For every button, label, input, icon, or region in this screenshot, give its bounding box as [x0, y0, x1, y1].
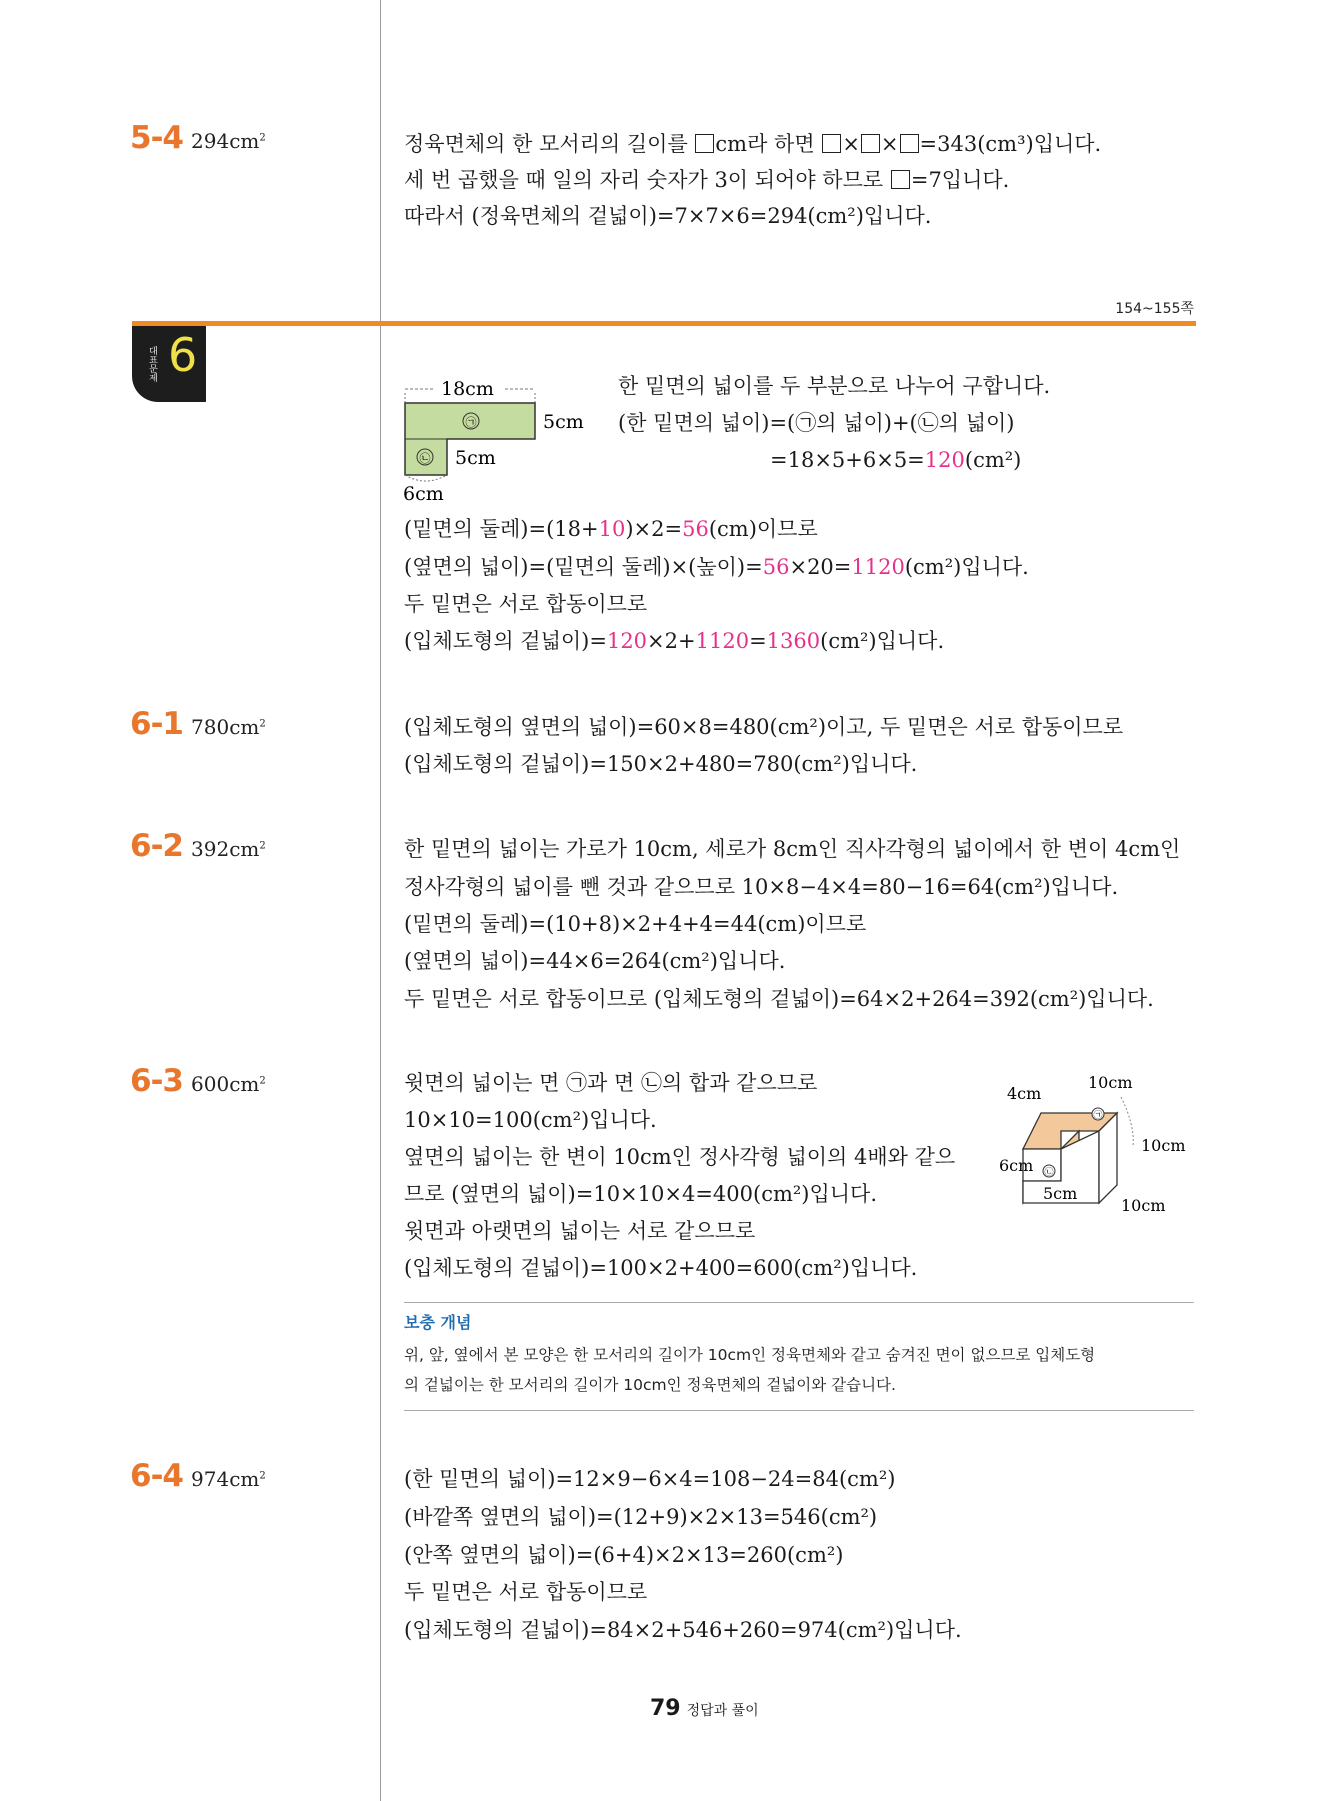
page-footer — [650, 1696, 759, 1721]
rep6-line: =18×5+6×5=120(cm²) — [770, 448, 1022, 472]
dim-top: 18cm — [441, 378, 494, 400]
solution-line: (안쪽 옆면의 넓이)=(6+4)×2×13=260(cm²) — [404, 1543, 844, 1567]
dim-6cm: 6cm — [999, 1156, 1034, 1175]
dim-inner: 5cm — [455, 447, 496, 469]
rep6-line: 한 밑면의 넓이를 두 부분으로 나누어 구합니다. — [618, 374, 1051, 398]
rep6-line: (밑면의 둘레)=(18+10)×2=56(cm)이므로 — [404, 517, 818, 541]
solution-line: 세 번 곱했을 때 일의 자리 숫자가 3이 되어야 하므로 =7입니다. — [404, 168, 1010, 192]
solution-line: (바깥쪽 옆면의 넓이)=(12+9)×2×13=546(cm²) — [404, 1505, 878, 1529]
page-reference: 154~155쪽 — [1115, 301, 1194, 317]
representative-problem-tag — [132, 326, 206, 402]
solution-line: 옆면의 넓이는 한 변이 10cm인 정사각형 넓이의 4배와 같으 — [404, 1145, 956, 1169]
solution-line: 10×10=100(cm²)입니다. — [404, 1108, 657, 1132]
blank-box — [861, 134, 880, 153]
region-a-label: ㉠ — [465, 416, 477, 429]
column-divider — [380, 0, 381, 1801]
problem-answer: $392cm^2$ — [191, 837, 266, 861]
problem-label-6-3 — [130, 1063, 266, 1099]
solution-line: (입체도형의 옆면의 넓이)=60×8=480(cm²)이고, 두 밑면은 서로 합동이므로 — [404, 715, 1124, 739]
problem-answer: $294cm^2$ — [191, 129, 266, 153]
dim-10cm-top: 10cm — [1088, 1073, 1133, 1092]
solution-line: 윗면의 넓이는 면 ㉠과 면 ㉡의 합과 같으므로 — [404, 1071, 818, 1095]
problem-number: 6-4 — [130, 1458, 184, 1494]
problem-label-5-4 — [130, 120, 266, 156]
rep6-line: (한 밑면의 넓이)=(㉠의 넓이)+(㉡의 넓이) — [618, 411, 1015, 435]
problem-number: 6-2 — [130, 828, 184, 864]
solution-line: 정육면체의 한 모서리의 길이를 cm라 하면 × × =343(cm³)입니다. — [404, 132, 1102, 156]
rep6-line: 두 밑면은 서로 합동이므로 — [404, 592, 648, 616]
solution-line: 두 밑면은 서로 합동이므로 (입체도형의 겉넓이)=64×2+264=392(cm²)입니다. — [404, 987, 1154, 1011]
solution-line: (입체도형의 겉넓이)=84×2+546+260=974(cm²)입니다. — [404, 1618, 962, 1642]
solution-line: 윗면과 아랫면의 넓이는 서로 같으므로 — [404, 1219, 756, 1243]
dim-10cm-right: 10cm — [1141, 1136, 1186, 1155]
problem-answer: $974cm^2$ — [191, 1467, 266, 1491]
note-rule-top — [404, 1302, 1194, 1303]
stair-solid-figure — [995, 1065, 1205, 1215]
problem-number: 6-1 — [130, 706, 184, 742]
blank-box — [695, 134, 714, 153]
problem-answer: $600cm^2$ — [191, 1072, 266, 1096]
solution-line: (한 밑면의 넓이)=12×9−6×4=108−24=84(cm²) — [404, 1467, 896, 1491]
face-b-label: ㉡ — [1044, 1168, 1054, 1178]
tag-number: 6 — [168, 328, 198, 382]
note-line: 위, 앞, 옆에서 본 모양은 한 모서리의 길이가 10cm인 정육면체와 같고 숨겨진 면이 없으므로 입체도형 — [404, 1346, 1096, 1364]
problem-number: 5-4 — [130, 120, 184, 156]
tag-label: 대표문제 — [147, 346, 157, 382]
dim-bottom: 6cm — [403, 483, 444, 505]
note-rule-bottom — [404, 1410, 1194, 1411]
blank-box — [822, 134, 841, 153]
blank-box — [891, 170, 910, 189]
note-line: 의 겉넓이는 한 모서리의 길이가 10cm인 정육면체의 겉넓이와 같습니다. — [404, 1376, 896, 1394]
solution-line: 따라서 (정육면체의 겉넓이)=7×7×6=294(cm²)입니다. — [404, 204, 932, 228]
solution-line: 한 밑면의 넓이는 가로가 10cm, 세로가 8cm인 직사각형의 넓이에서 한 변이 4cm인 — [404, 837, 1181, 861]
problem-label-6-2 — [130, 828, 266, 864]
problem-label-6-1 — [130, 706, 266, 742]
solution-line: 므로 (옆면의 넓이)=10×10×4=400(cm²)입니다. — [404, 1182, 878, 1206]
dim-right: 5cm — [543, 411, 584, 433]
page-number: 79 — [650, 1696, 681, 1721]
dim-10cm-bottom: 10cm — [1121, 1196, 1166, 1215]
solution-line: 두 밑면은 서로 합동이므로 — [404, 1580, 648, 1604]
section-rule — [132, 321, 1196, 326]
region-b-label: ㉡ — [419, 452, 431, 465]
dim-4cm: 4cm — [1007, 1084, 1042, 1103]
solution-line: 정사각형의 넓이를 뺀 것과 같으므로 10×8−4×4=80−16=64(cm²)입니다. — [404, 875, 1119, 899]
dim-5cm: 5cm — [1043, 1184, 1078, 1203]
solution-line: (입체도형의 겉넓이)=150×2+480=780(cm²)입니다. — [404, 752, 918, 776]
l-shape-figure — [395, 375, 605, 505]
blank-box — [900, 134, 919, 153]
footer-text: 정답과 풀이 — [686, 1703, 759, 1719]
solution-line: (입체도형의 겉넓이)=100×2+400=600(cm²)입니다. — [404, 1256, 918, 1280]
solution-line: (밑면의 둘레)=(10+8)×2+4+4=44(cm)이므로 — [404, 912, 867, 936]
problem-answer: $780cm^2$ — [191, 715, 266, 739]
note-title: 보충 개념 — [404, 1313, 472, 1332]
rep6-line: (옆면의 넓이)=(밑면의 둘레)×(높이)=56×20=1120(cm²)입니다. — [404, 555, 1029, 579]
problem-number: 6-3 — [130, 1063, 184, 1099]
rep6-line: (입체도형의 겉넓이)=120×2+1120=1360(cm²)입니다. — [404, 629, 945, 653]
face-a-label: ㉠ — [1093, 1111, 1103, 1121]
problem-label-6-4 — [130, 1458, 266, 1494]
solution-line: (옆면의 넓이)=44×6=264(cm²)입니다. — [404, 949, 786, 973]
